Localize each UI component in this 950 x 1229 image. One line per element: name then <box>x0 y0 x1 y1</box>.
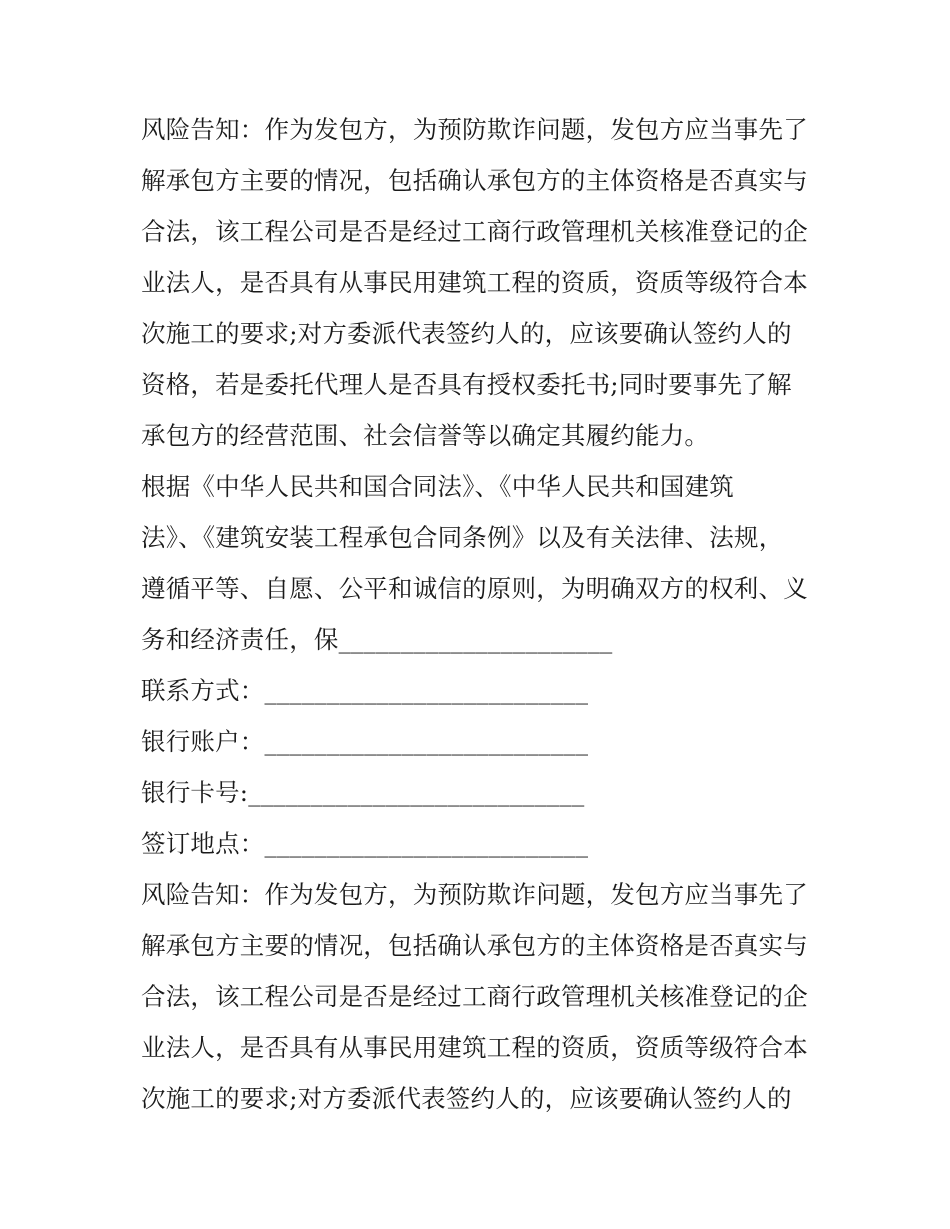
paragraph-line: 次施工的要求;对方委派代表签约人的，应该要确认签约人的 <box>141 1084 792 1113</box>
paragraph-line: 业法人，是否具有从事民用建筑工程的资质，资质等级符合本 <box>141 1033 808 1062</box>
paragraph-line: 业法人，是否具有从事民用建筑工程的资质，资质等级符合本 <box>141 268 808 297</box>
paragraph-line: 合法，该工程公司是否是经过工商行政管理机关核准登记的企 <box>141 217 808 246</box>
paragraph-line: 务和经济责任，保______________________ <box>141 625 613 654</box>
paragraph-line: 风险告知：作为发包方，为预防欺诈问题，发包方应当事先了 <box>141 880 808 909</box>
risk-notice-paragraph <box>141 104 821 461</box>
paragraph-line: 解承包方主要的情况，包括确认承包方的主体资格是否真实与 <box>141 931 808 960</box>
paragraph-line: 解承包方主要的情况，包括确认承包方的主体资格是否真实与 <box>141 166 808 195</box>
risk-notice-paragraph-repeat <box>141 869 821 1124</box>
paragraph-line: 承包方的经营范围、社会信誉等以确定其履约能力。 <box>141 421 710 450</box>
paragraph-line: 遵循平等、自愿、公平和诚信的原则，为明确双方的权利、义 <box>141 574 808 603</box>
document-body <box>141 104 821 1124</box>
contact-fields <box>141 665 821 869</box>
paragraph-line: 资格，若是委托代理人是否具有授权委托书;同时要事先了解 <box>141 370 792 399</box>
legal-basis-paragraph <box>141 461 821 665</box>
paragraph-line: 次施工的要求;对方委派代表签约人的，应该要确认签约人的 <box>141 319 792 348</box>
paragraph-line: 合法，该工程公司是否是经过工商行政管理机关核准登记的企 <box>141 982 808 1011</box>
signing-location-field: 签订地点：__________________________ <box>141 829 589 858</box>
paragraph-line: 法》、《建筑安装工程承包合同条例》以及有关法律、法规， <box>141 523 784 552</box>
paragraph-line: 风险告知：作为发包方，为预防欺诈问题，发包方应当事先了 <box>141 115 808 144</box>
contact-method-field: 联系方式：__________________________ <box>141 676 589 705</box>
bank-account-field: 银行账户：__________________________ <box>141 727 589 756</box>
paragraph-line: 根据《中华人民共和国合同法》、《中华人民共和国建筑 <box>141 472 734 501</box>
bank-card-field: 银行卡号:___________________________ <box>141 778 585 807</box>
